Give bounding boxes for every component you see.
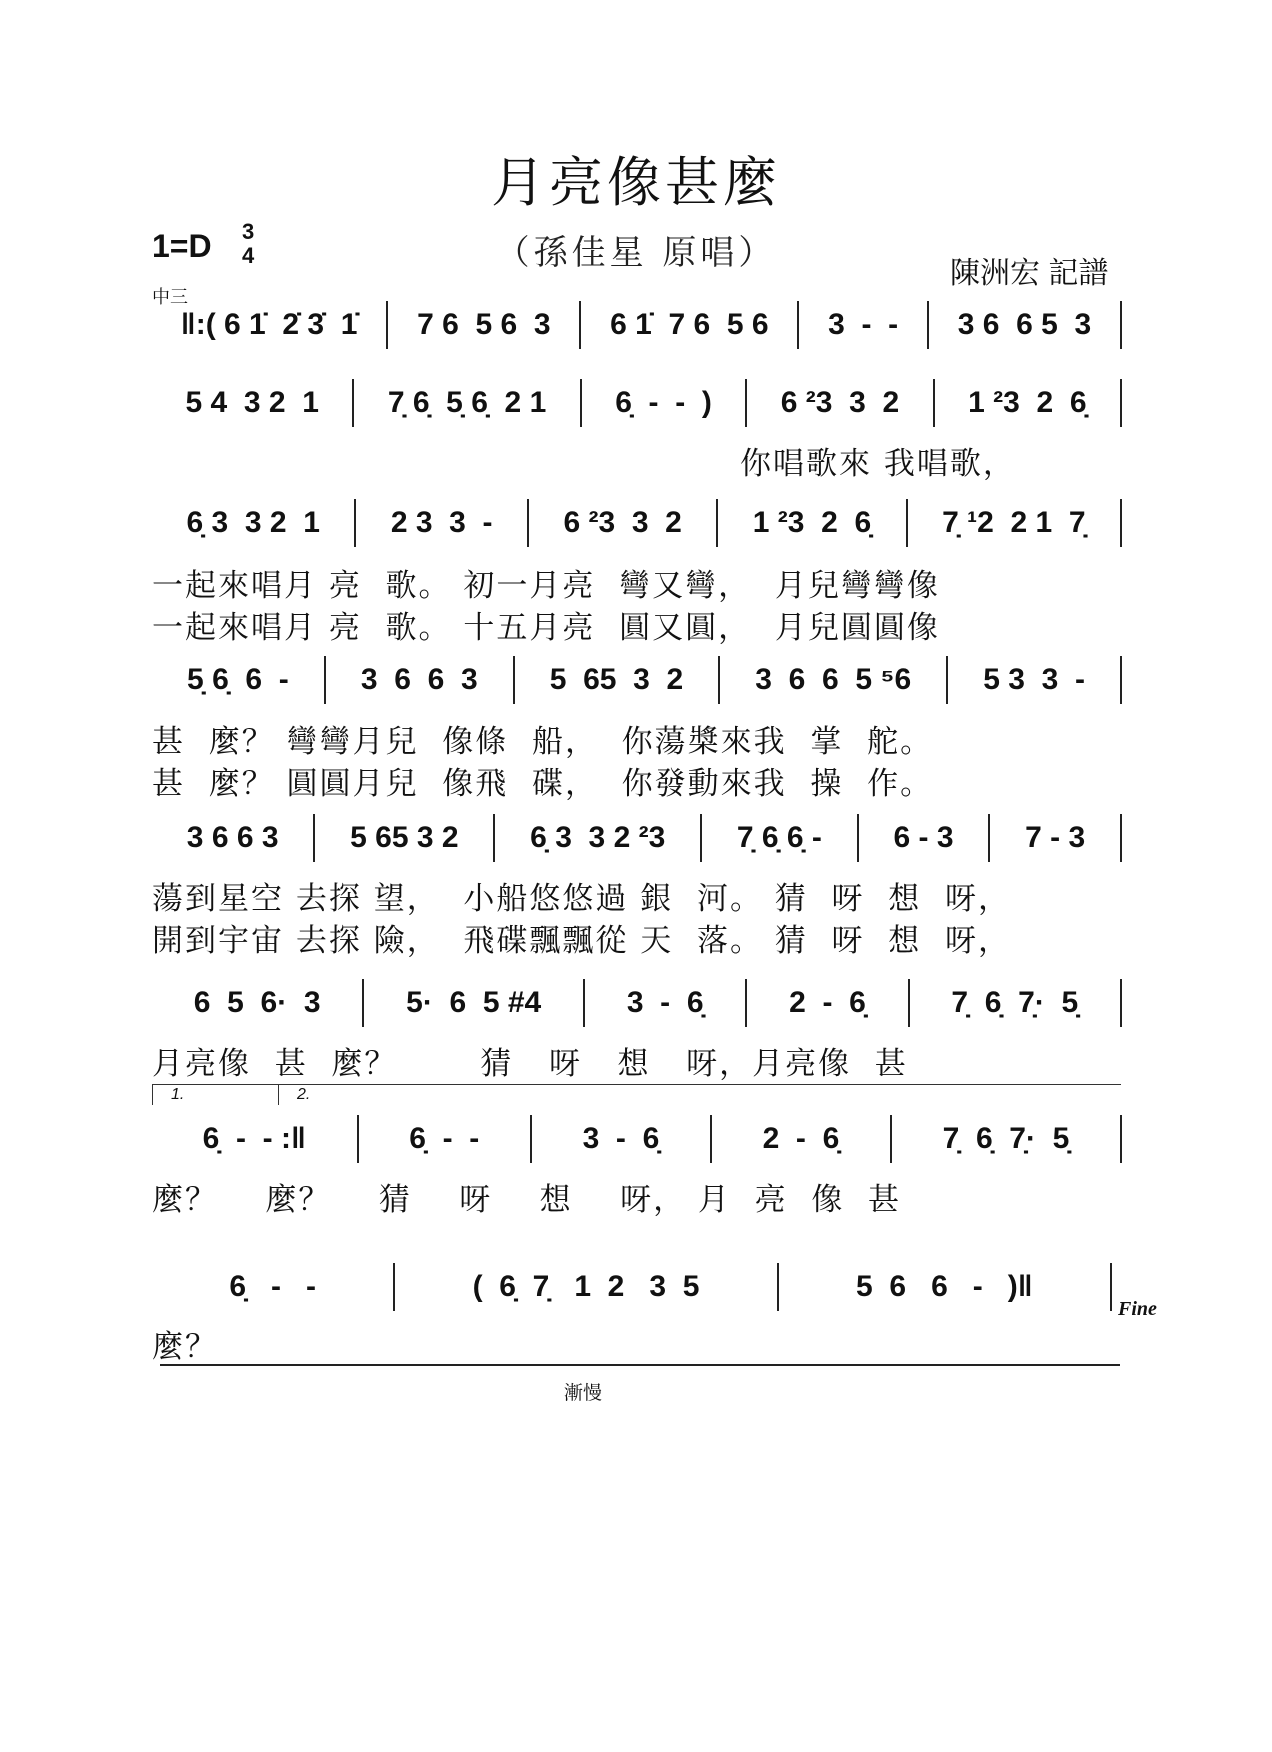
meter-top: 3 (242, 219, 255, 244)
measure: 5 6 6 - )‖ (779, 1263, 1112, 1311)
measure: 3 6 6 5 3 (929, 301, 1122, 349)
staff-line (152, 973, 1122, 1033)
measure: 1 ²3 2 6̣ (935, 379, 1122, 427)
measure: 6̣ 3 3 2 ²3 (495, 814, 702, 862)
measure: 2 - 6̣ (712, 1115, 892, 1163)
staff-line (152, 373, 1122, 433)
measure: 6 ²3 3 2 (529, 499, 718, 547)
measure: 3 - - (799, 301, 929, 349)
measure: ( 6̣ 7̣ 1 2 3 5 (395, 1263, 778, 1311)
measure: 6̣ 3 3 2 1 (152, 499, 356, 547)
lyric-line: 甚 麼？ 圓圓月兒 像飛 碟， 你發動來我 操 作。 (152, 766, 934, 802)
measure: 6̣ - - :‖ (152, 1115, 359, 1163)
measure: 5̣ 6̣ 6 - (152, 656, 326, 704)
measure: 5 65 3 2 (315, 814, 495, 862)
volta-1: 1. (152, 1084, 291, 1105)
measure: ‖:( 6 1̇ 2̇ 3̇ 1̇ (152, 301, 388, 349)
lyric-line: 甚 麼？ 彎彎月兒 像條 船， 你蕩槳來我 掌 舵。 (152, 724, 934, 760)
staff-line (152, 295, 1122, 355)
fine-mark: Fine (1118, 1298, 1157, 1320)
staff-line (152, 808, 1122, 868)
measure: 5· 6 5 #4 (364, 979, 585, 1027)
measure: 3 6 6 3 (326, 656, 515, 704)
measure: 7̣ 6̣ 6̣ - (702, 814, 859, 862)
arranger-credit: 陳洲宏 記譜 (950, 257, 1109, 290)
measure: 7̣ 6̣ 7̣· 5̣ (910, 979, 1122, 1027)
measure: 3 6 6 3 (152, 814, 315, 862)
lyric-line: 一起來唱月 亮 歌。 初一月亮 彎又彎， 月兒彎彎像 (152, 568, 940, 604)
measure: 5 4 3 2 1 (152, 379, 354, 427)
volta-2: 2. (278, 1084, 1121, 1105)
measure: 5 3 3 - (948, 656, 1122, 704)
measure: 6̣ - - (359, 1115, 532, 1163)
time-signature (242, 220, 254, 268)
measure: 2 - 6̣ (747, 979, 909, 1027)
staff-line (152, 1257, 1112, 1317)
measure: 7 - 3 (990, 814, 1122, 862)
tempo-marking: 中三 (152, 287, 188, 307)
lyric-line: 你唱歌來 我唱歌， (740, 446, 1016, 482)
lyric-line: 麼？ 麼？ 猜 呀 想 呀， 月 亮 像 甚 (152, 1182, 902, 1218)
measure: 6 1̇ 7 6 5 6 (581, 301, 799, 349)
measure: 7̣ 6̣ 7̣· 5̣ (892, 1115, 1122, 1163)
staff-line (152, 493, 1122, 553)
measure: 5 65 3 2 (515, 656, 721, 704)
lyric-line: 麼？ (152, 1329, 218, 1365)
original-singer: （孫佳星 原唱） (495, 233, 777, 273)
measure: 6 5 6· 3 (152, 979, 364, 1027)
measure: 6 - 3 (859, 814, 991, 862)
measure: 2 3 3 - (356, 499, 529, 547)
measure: 7̣ ¹2 2 1 7̣ (908, 499, 1122, 547)
system-rule (160, 1364, 1120, 1366)
measure: 6̣ - - ) (582, 379, 748, 427)
measure: 3 - 6̣ (585, 979, 747, 1027)
measure: 3 - 6̣ (532, 1115, 712, 1163)
lyric-line: 月亮像 甚 麼？ 猜 呀 想 呀，月亮像 甚 (152, 1046, 908, 1082)
measure: 7 6 5 6 3 (388, 301, 581, 349)
measure: 6 ²3 3 2 (747, 379, 934, 427)
staff-line (152, 650, 1122, 710)
lyric-line: 開到宇宙 去探 險， 飛碟飄飄從 天 落。 猜 呀 想 呀， (152, 923, 1011, 959)
measure: 3 6 6 5 ⁵6 (720, 656, 948, 704)
ritardando-mark: 漸慢 (564, 1383, 603, 1404)
measure: 1 ²3 2 6̣ (718, 499, 907, 547)
meter-bottom: 4 (242, 243, 255, 268)
lyric-line: 蕩到星空 去探 望， 小船悠悠過 銀 河。 猜 呀 想 呀， (152, 881, 1011, 917)
measure: 7̣ 6̣ 5̣ 6̣ 2 1 (354, 379, 581, 427)
key-signature: 1=D (152, 228, 212, 264)
measure: 6̣ - - (152, 1263, 395, 1311)
song-title: 月亮像甚麼 (491, 151, 781, 214)
staff-line (152, 1109, 1122, 1169)
lyric-line: 一起來唱月 亮 歌。 十五月亮 圓又圓， 月兒圓圓像 (152, 610, 940, 646)
